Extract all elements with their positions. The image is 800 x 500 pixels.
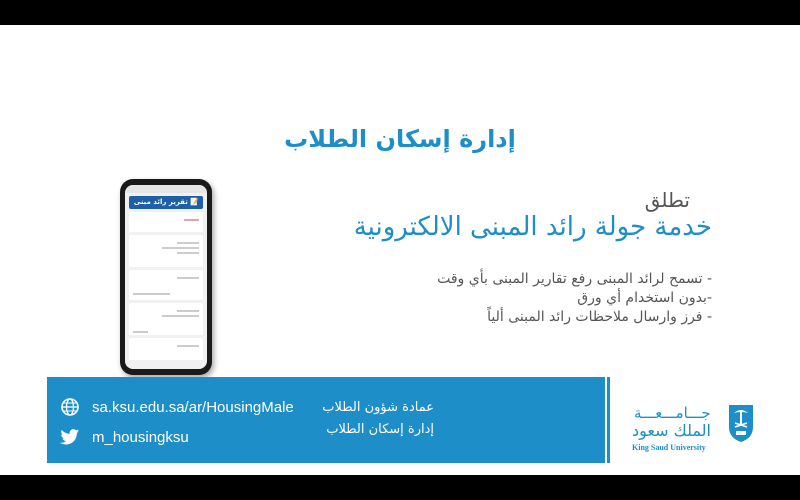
feature-item: -بدون استخدام أي ورق	[577, 290, 712, 306]
twitter-contact[interactable]	[59, 426, 189, 448]
globe-icon	[59, 396, 81, 418]
org-title: إدارة إسكان الطلاب	[284, 125, 516, 153]
footer-divider	[605, 377, 607, 463]
service-title: خدمة جولة رائد المبنى الالكترونية	[353, 212, 712, 242]
form-card	[129, 212, 203, 232]
phone-mockup	[120, 179, 212, 375]
ksu-arabic-name: جـــامـــعـــة	[634, 404, 711, 422]
phone-screen	[125, 185, 207, 369]
feature-list	[437, 270, 712, 327]
slide	[0, 25, 800, 475]
dept-line: إدارة إسكان الطلاب	[326, 422, 434, 437]
dept-line: عمادة شؤون الطلاب	[322, 400, 434, 415]
footer-contact-panel	[47, 377, 610, 463]
ksu-arabic-name: الملك سعود	[632, 421, 711, 440]
twitter-icon	[59, 426, 81, 448]
feature-item: - فرز وارسال ملاحظات رائد المبنى ألياً	[487, 309, 712, 325]
form-card	[129, 338, 203, 360]
app-header: 📝 تقرير رائد مبنى	[129, 196, 203, 209]
ksu-emblem-icon	[727, 403, 755, 443]
form-card	[129, 235, 203, 267]
form-card	[129, 270, 203, 300]
feature-item: - تسمح لرائد المبنى رفع تقارير المبنى بأي وقت	[437, 271, 712, 287]
twitter-handle[interactable]: m_housingksu	[92, 428, 189, 446]
website-contact[interactable]	[59, 396, 294, 418]
intro-text: تطلق	[644, 188, 690, 212]
phone-url-bar	[125, 185, 207, 193]
website-link[interactable]: sa.ksu.edu.sa/ar/HousingMale	[92, 398, 294, 416]
ksu-logo-panel	[610, 377, 767, 463]
footer-banner	[47, 377, 767, 463]
ksu-english-name: King Saud University	[632, 443, 706, 452]
form-card	[129, 303, 203, 335]
